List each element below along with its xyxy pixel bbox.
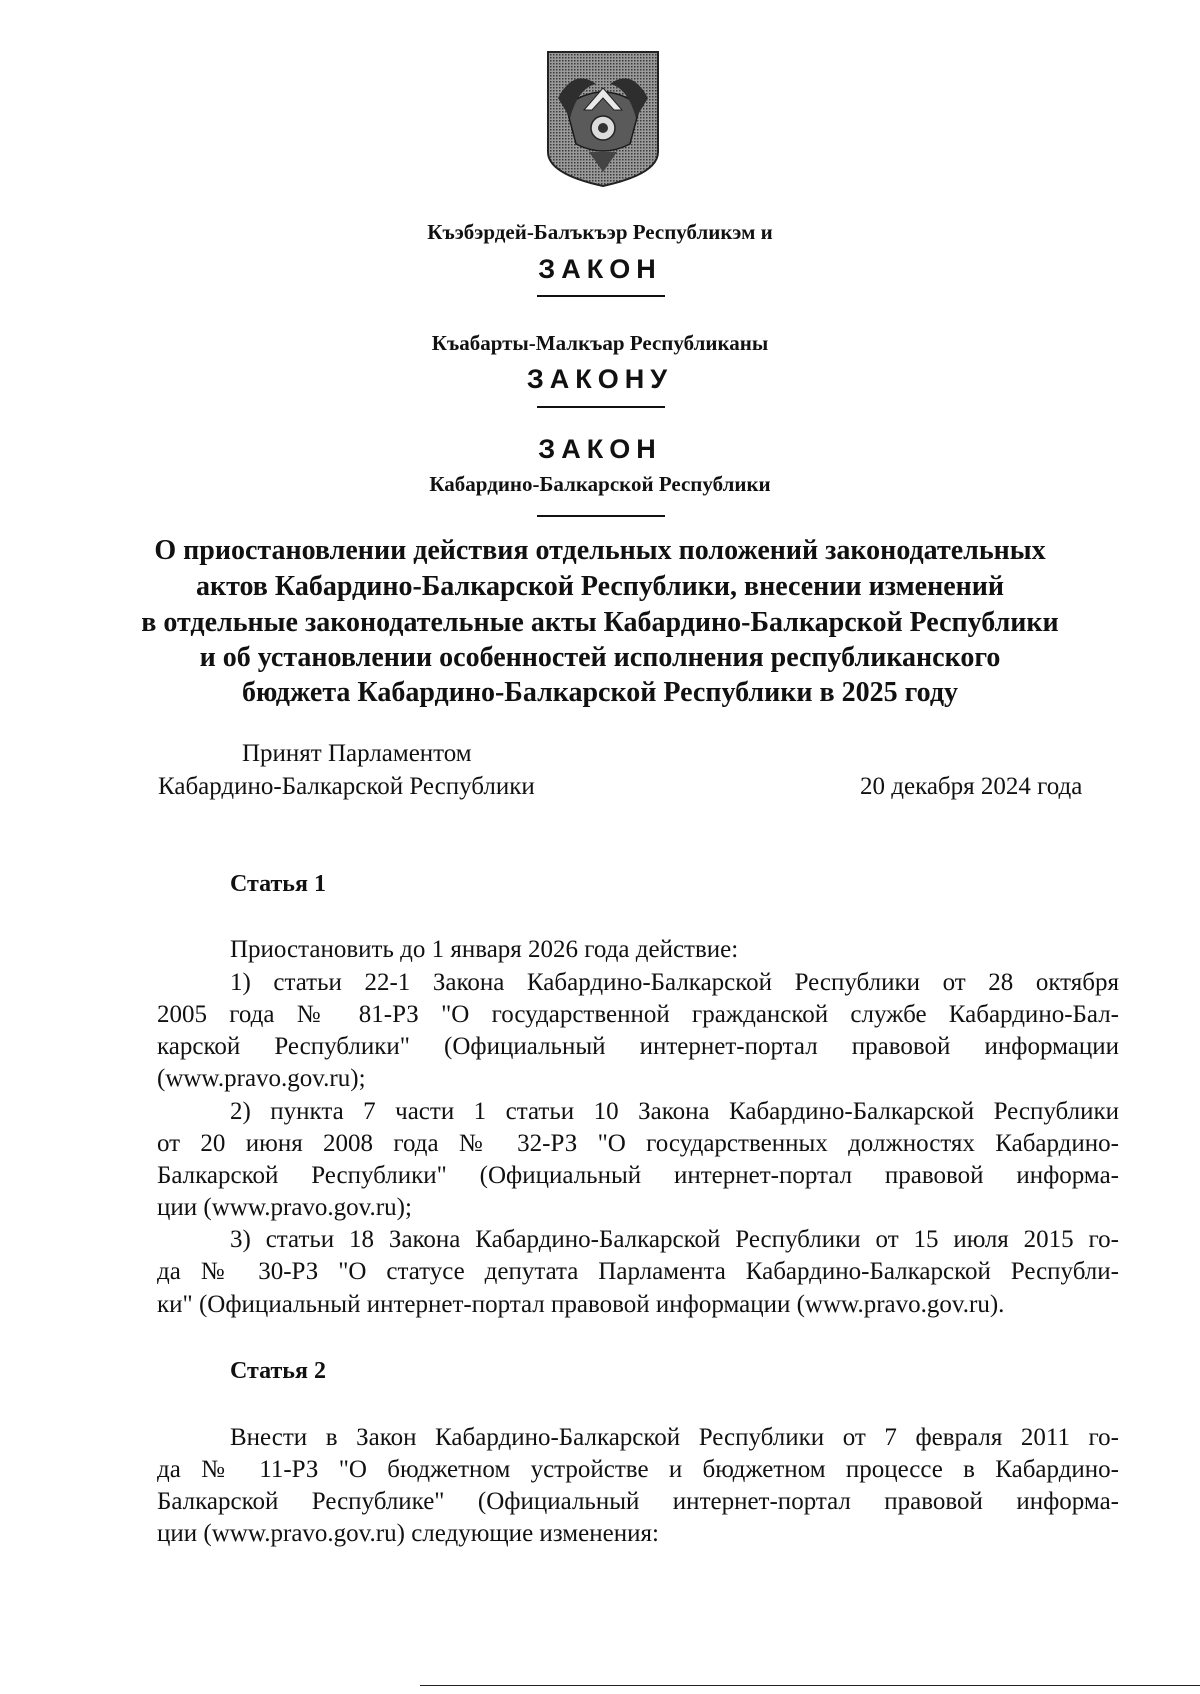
russian-republic-line: Кабардино-Балкарской Республики [429, 472, 771, 496]
article-2-line: да № 11-РЗ "О бюджетном устройстве и бюджетном процессе в Кабардино- [157, 1456, 1119, 1483]
divider-rule [537, 515, 665, 517]
article-2-line: Внести в Закон Кабардино-Балкарской Республики от 7 февраля 2011 го- [230, 1424, 1119, 1451]
article-1-line: карской Республики" (Официальный интернет-портал правовой информации [157, 1033, 1119, 1060]
article-1-line: от 20 июня 2008 года № 32-РЗ "О государственных должностях Кабардино- [157, 1130, 1119, 1157]
article-1-line: 3) статьи 18 Закона Кабардино-Балкарской Республики от 15 июля 2015 го- [230, 1226, 1119, 1253]
article-1-intro: Приостановить до 1 января 2026 года действие: [230, 936, 739, 963]
article-1-line: 1) статьи 22-1 Закона Кабардино-Балкарской Республики от 28 октября [230, 969, 1119, 996]
coat-of-arms-icon [544, 48, 662, 188]
article-1-line: да № 30-РЗ "О статусе депутата Парламента Кабардино-Балкарской Республи- [157, 1258, 1119, 1285]
law-title-line: О приостановлении действия отдельных положений законодательных [154, 535, 1046, 566]
law-title-line: и об установлении особенностей исполнения республиканского [199, 642, 1001, 673]
law-title-line: актов Кабардино-Балкарской Республики, внесении изменений [195, 571, 1005, 602]
kabardian-law-title: ЗАКОН [538, 254, 662, 284]
russian-law-title: ЗАКОН [538, 434, 662, 464]
balkar-republic-line: Къабарты-Малкъар Республиканы [431, 331, 769, 355]
divider-rule [537, 295, 665, 297]
article-1-line: 2) пункта 7 части 1 статьи 10 Закона Кабардино-Балкарской Республики [230, 1098, 1119, 1125]
adopted-by-parliament: Кабардино-Балкарской Республики [158, 773, 535, 800]
kabardian-republic-line: Къэбэрдей-Балъкъэр Республикэм и [427, 220, 773, 244]
article-2-line: Балкарской Республике" (Официальный интернет-портал правовой информа- [157, 1488, 1119, 1515]
law-title-line: бюджета Кабардино-Балкарской Республики в 2025 году [242, 677, 958, 708]
scan-edge-line [420, 1685, 1200, 1686]
adoption-date: 20 декабря 2024 года [860, 773, 1083, 800]
article-1-heading: Статья 1 [230, 871, 326, 897]
article-2-line: ции (www.pravo.gov.ru) следующие изменения: [157, 1520, 659, 1547]
article-2-heading: Статья 2 [230, 1358, 326, 1384]
article-1-line: (www.pravo.gov.ru); [157, 1065, 366, 1092]
balkar-law-title: ЗАКОНУ [526, 364, 674, 394]
article-1-line: ции (www.pravo.gov.ru); [157, 1194, 412, 1221]
divider-rule [537, 406, 665, 408]
law-title-line: в отдельные законодательные акты Кабардино-Балкарской Республики [141, 607, 1059, 638]
adopted-by-label: Принят Парламентом [242, 740, 472, 767]
article-1-line: Балкарской Республики" (Официальный интернет-портал правовой информа- [157, 1162, 1119, 1189]
article-1-line: 2005 года № 81-РЗ "О государственной гражданской службе Кабардино-Бал- [157, 1001, 1119, 1028]
article-1-line: ки" (Официальный интернет-портал правовой информации (www.pravo.gov.ru). [157, 1291, 1005, 1318]
